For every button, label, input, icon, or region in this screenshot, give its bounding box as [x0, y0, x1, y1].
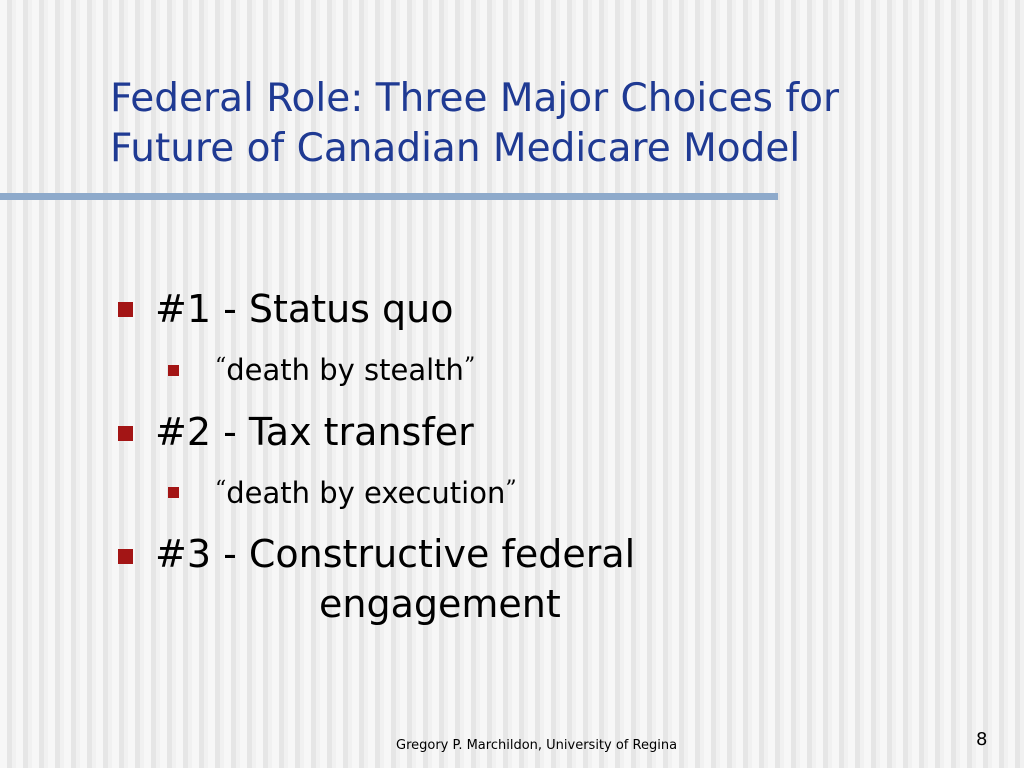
open-quote: “	[215, 354, 227, 379]
square-bullet-icon	[168, 365, 179, 376]
open-quote: “	[215, 477, 227, 502]
choice-2-subpoint-text: death by execution	[226, 476, 506, 510]
choice-3-label-line-2: engagement	[319, 582, 561, 626]
title-line-1: Federal Role: Three Major Choices for	[110, 76, 839, 121]
page-number: 8	[976, 729, 988, 750]
square-bullet-icon	[168, 487, 179, 498]
choice-1-subpoint	[215, 349, 475, 388]
square-bullet-icon	[118, 549, 133, 564]
choice-2-label: #2 - Tax transfer	[155, 410, 474, 454]
choice-3-label	[155, 529, 635, 629]
choice-1-subpoint-text: death by stealth	[226, 353, 464, 387]
choice-3-label-line-1: #3 - Constructive federal	[155, 532, 636, 576]
square-bullet-icon	[118, 302, 133, 317]
title-line-2: Future of Canadian Medicare Model	[110, 126, 801, 171]
square-bullet-icon	[118, 426, 133, 441]
choice-1-label: #1 - Status quo	[155, 287, 454, 331]
close-quote: ”	[463, 354, 476, 379]
close-quote: ”	[505, 477, 517, 502]
choice-2-subpoint	[215, 472, 517, 511]
slide-footer: Gregory P. Marchildon, University of Regina	[396, 738, 678, 753]
